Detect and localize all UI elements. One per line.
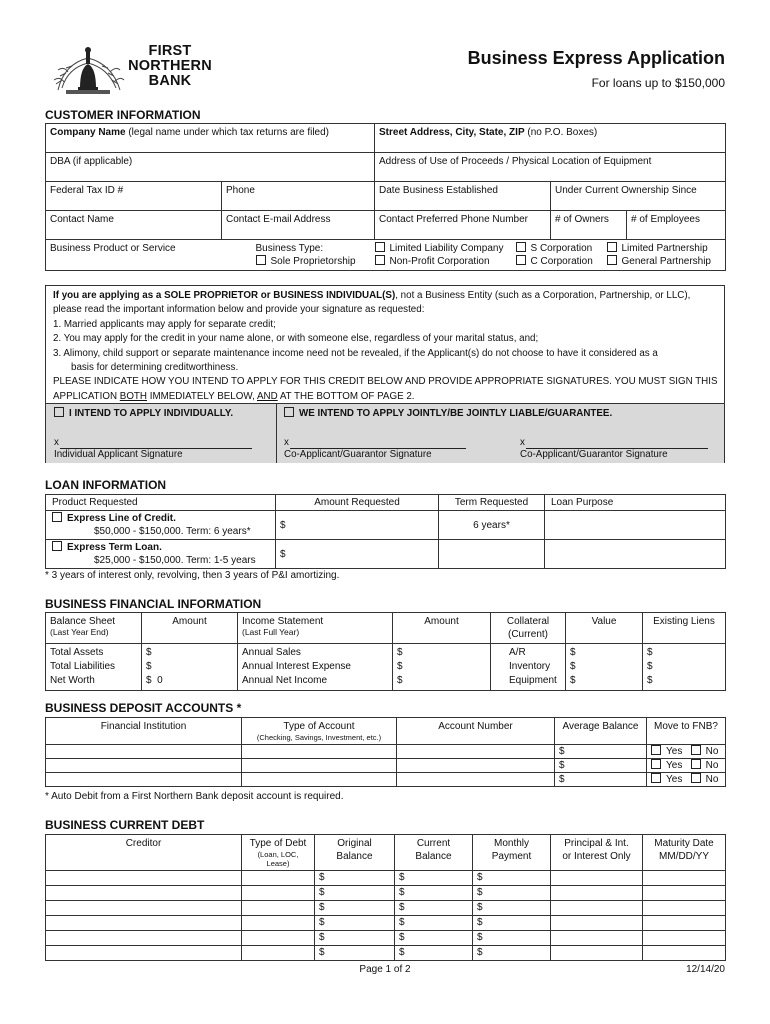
co-applicant-signature-label-2: Co-Applicant/Guarantor Signature <box>520 449 668 460</box>
deposit-footnote: * Auto Debit from a First Northern Bank deposit account is required. <box>45 791 344 802</box>
liens-header: Existing Liens <box>643 613 726 644</box>
deposit-institution-field[interactable] <box>46 745 242 759</box>
table-row <box>46 946 726 961</box>
debt-current-field[interactable]: $ <box>395 886 473 901</box>
debt-maturity-field[interactable] <box>643 901 726 916</box>
deposit-accounts-table <box>45 717 726 787</box>
col-creditor: Creditor <box>46 835 242 871</box>
debt-monthly-field[interactable]: $ <box>473 901 551 916</box>
line-of-credit-option[interactable]: Express Line of Credit. $50,000 - $150,000. Term: 6 years* <box>46 511 276 540</box>
checkbox-icon[interactable] <box>691 745 701 755</box>
phone-field[interactable]: Phone <box>222 182 375 211</box>
checkbox-icon[interactable] <box>516 242 526 252</box>
deposit-balance-field[interactable]: $ <box>555 745 647 759</box>
term-amount-field[interactable]: $ <box>276 540 439 569</box>
deposit-number-field[interactable] <box>397 745 555 759</box>
col-amount-requested: Amount Requested <box>276 495 439 511</box>
company-name-field[interactable]: Company Name (legal name under which tax returns are filed) <box>46 124 375 153</box>
deposit-institution-field[interactable] <box>46 773 242 787</box>
page-subtitle: For loans up to $150,000 <box>591 76 725 90</box>
checkbox-icon[interactable] <box>52 541 62 551</box>
street-address-field[interactable]: Street Address, City, State, ZIP (no P.O. Boxes) <box>375 124 726 153</box>
deposit-type-field[interactable] <box>242 773 397 787</box>
debt-pi-field[interactable] <box>551 871 643 886</box>
tax-id-field[interactable]: Federal Tax ID # <box>46 182 222 211</box>
debt-current-field[interactable]: $ <box>395 871 473 886</box>
type-nonprofit-option[interactable]: Non-Profit Corporation <box>375 255 490 268</box>
value-header: Value <box>566 613 643 644</box>
debt-creditor-field[interactable] <box>46 946 242 961</box>
debt-creditor-field[interactable] <box>46 916 242 931</box>
checkbox-icon[interactable] <box>607 255 617 265</box>
deposit-type-field[interactable] <box>242 745 397 759</box>
collateral-values[interactable]: $ $ $ <box>566 644 643 691</box>
deposit-move-choice[interactable]: Yes No <box>647 759 726 773</box>
bank-logo <box>52 44 222 96</box>
financial-info-table <box>45 612 726 691</box>
col-average-balance: Average Balance <box>555 718 647 745</box>
is-amount-header: Amount <box>393 613 491 644</box>
loc-purpose-field[interactable] <box>545 511 726 540</box>
is-labels: Annual Sales Annual Interest Expense Annual Net Income <box>238 644 393 691</box>
deposit-balance-field[interactable]: $ <box>555 773 647 787</box>
debt-monthly-field[interactable]: $ <box>473 871 551 886</box>
sig-x-mark: x <box>284 437 289 448</box>
col-current-balance: Current Balance <box>395 835 473 871</box>
debt-original-field[interactable]: $ <box>315 901 395 916</box>
loc-term-value: 6 years* <box>439 511 545 540</box>
debt-current-field[interactable]: $ <box>395 916 473 931</box>
address-use-field[interactable]: Address of Use of Proceeds / Physical Location of Equipment <box>375 153 726 182</box>
bs-amounts[interactable]: $ $ $ 0 <box>142 644 238 691</box>
deposit-institution-field[interactable] <box>46 759 242 773</box>
deposit-move-choice[interactable]: Yes No <box>647 745 726 759</box>
contact-email-field[interactable]: Contact E-mail Address <box>222 211 375 240</box>
debt-maturity-field[interactable] <box>643 871 726 886</box>
num-owners-field[interactable]: # of Owners <box>551 211 627 240</box>
debt-type-field[interactable] <box>242 901 315 916</box>
debt-maturity-field[interactable] <box>643 886 726 901</box>
deposit-number-field[interactable] <box>397 759 555 773</box>
page-number: Page 1 of 2 <box>359 964 411 975</box>
customer-info-table <box>45 123 726 271</box>
col-type-of-debt: Type of Debt (Loan, LOC, Lease) <box>242 835 315 871</box>
debt-type-field[interactable] <box>242 946 315 961</box>
col-maturity-date: Maturity Date MM/DD/YY <box>643 835 726 871</box>
checkbox-icon[interactable] <box>651 759 661 769</box>
debt-maturity-field[interactable] <box>643 916 726 931</box>
collateral-labels: A/R Inventory Equipment <box>491 644 566 691</box>
contact-phone-field[interactable]: Contact Preferred Phone Number <box>375 211 551 240</box>
table-row <box>46 901 726 916</box>
debt-pi-field[interactable] <box>551 901 643 916</box>
deposit-number-field[interactable] <box>397 773 555 787</box>
dba-field[interactable]: DBA (if applicable) <box>46 153 375 182</box>
debt-maturity-field[interactable] <box>643 931 726 946</box>
term-purpose-field[interactable] <box>545 540 726 569</box>
checkbox-icon[interactable] <box>256 255 266 265</box>
checkbox-icon[interactable] <box>691 773 701 783</box>
revision-date: 12/14/20 <box>686 964 725 975</box>
debt-type-field[interactable] <box>242 871 315 886</box>
individual-signature-label: Individual Applicant Signature <box>54 449 183 460</box>
debt-current-field[interactable]: $ <box>395 931 473 946</box>
contact-name-field[interactable]: Contact Name <box>46 211 222 240</box>
col-principal-interest: Principal & Int. or Interest Only <box>551 835 643 871</box>
col-financial-institution: Financial Institution <box>46 718 242 745</box>
debt-type-field[interactable] <box>242 916 315 931</box>
checkbox-icon[interactable] <box>375 255 385 265</box>
col-original-balance: Original Balance <box>315 835 395 871</box>
signature-section <box>46 403 724 463</box>
sig-x-mark: x <box>520 437 525 448</box>
debt-original-field[interactable]: $ <box>315 871 395 886</box>
page-title: Business Express Application <box>467 48 725 68</box>
debt-creditor-field[interactable] <box>46 886 242 901</box>
deposit-balance-field[interactable]: $ <box>555 759 647 773</box>
loan-info-table <box>45 494 726 569</box>
debt-creditor-field[interactable] <box>46 931 242 946</box>
debt-type-field[interactable] <box>242 886 315 901</box>
checkbox-icon[interactable] <box>375 242 385 252</box>
deposit-move-choice[interactable]: Yes No <box>647 773 726 787</box>
income-statement-header: Income Statement (Last Full Year) <box>238 613 393 644</box>
bank-name: FIRST NORTHERN BANK <box>128 43 212 89</box>
customer-section-title: CUSTOMER INFORMATION <box>45 108 201 122</box>
debt-maturity-field[interactable] <box>643 946 726 961</box>
debt-current-field[interactable]: $ <box>395 901 473 916</box>
debt-monthly-field[interactable]: $ <box>473 931 551 946</box>
type-llc-option[interactable]: Limited Liability Company <box>375 242 504 255</box>
col-account-type: Type of Account (Checking, Savings, Investment, etc.) <box>242 718 397 745</box>
debt-monthly-field[interactable]: $ <box>473 886 551 901</box>
table-row <box>46 931 726 946</box>
col-loan-purpose: Loan Purpose <box>545 495 726 511</box>
financial-section-title: BUSINESS FINANCIAL INFORMATION <box>45 597 262 611</box>
co-applicant-signature-label-1: Co-Applicant/Guarantor Signature <box>284 449 432 460</box>
apply-jointly-option[interactable]: WE INTEND TO APPLY JOINTLY/BE JOINTLY LIABLE/GUARANTEE. <box>284 407 612 419</box>
checkbox-icon[interactable] <box>284 407 294 417</box>
checkbox-icon[interactable] <box>651 745 661 755</box>
apply-individually-option[interactable]: I INTEND TO APPLY INDIVIDUALLY. <box>54 407 233 419</box>
date-established-field[interactable]: Date Business Established <box>375 182 551 211</box>
table-row <box>46 916 726 931</box>
checkbox-icon[interactable] <box>607 242 617 252</box>
debt-section-title: BUSINESS CURRENT DEBT <box>45 818 205 832</box>
checkbox-icon[interactable] <box>516 255 526 265</box>
sole-proprietor-notice: If you are applying as a SOLE PROPRIETOR or BUSINESS INDIVIDUAL(S), not a Business Entity (such as a Corporation, Partnership, or LLC), please read the important information below and provide your signature as requested: 1. Married applicants may apply for separate credit; 2. You may apply for the credit in your name alone, or with someone else, regardless of your marital status, and; 3. Alimony, child support or separate maintenance income need not be revealed, if the Applicant(s) do not choose to have it considered as a basis for determining creditworthiness. PLEASE INDICATE HOW YOU INTEND TO APPLY FOR THIS CREDIT BELOW AND PROVIDE APPROPRIATE SIGNATURES. YOU MUST SIGN THIS APPLICATION BOTH IMMEDIATELY BELOW, AND AT THE BOTTOM OF PAGE 2. I INTEND TO APPLY INDIVIDUALLY. WE INTEND TO APPLY JOINTLY/BE JOINTLY LIABLE/GUARANTEE. x Individual Applicant Signature x Co-Applicant/Guarantor Signature x Co-Applicant/Guarantor Signature <box>45 285 725 463</box>
sig-x-mark: x <box>54 437 59 448</box>
debt-type-field[interactable] <box>242 931 315 946</box>
debt-pi-field[interactable] <box>551 931 643 946</box>
debt-pi-field[interactable] <box>551 946 643 961</box>
existing-liens-values[interactable]: $ $ $ <box>643 644 726 691</box>
wheat-bell-emblem-icon <box>52 44 126 96</box>
type-gp-option[interactable]: General Partnership <box>607 255 712 268</box>
num-employees-field[interactable]: # of Employees <box>627 211 726 240</box>
bs-amount-header: Amount <box>142 613 238 644</box>
debt-monthly-field[interactable]: $ <box>473 916 551 931</box>
deposit-type-field[interactable] <box>242 759 397 773</box>
business-type-label: Business Type: <box>255 243 324 254</box>
current-debt-table <box>45 834 726 961</box>
col-term-requested: Term Requested <box>439 495 545 511</box>
col-product-requested: Product Requested <box>46 495 276 511</box>
product-service-field[interactable]: Business Product or Service <box>46 240 222 271</box>
debt-original-field[interactable]: $ <box>315 946 395 961</box>
checkbox-icon[interactable] <box>691 759 701 769</box>
business-type-group <box>222 240 726 271</box>
col-account-number: Account Number <box>397 718 555 745</box>
debt-original-field[interactable]: $ <box>315 886 395 901</box>
col-monthly-payment: Monthly Payment <box>473 835 551 871</box>
net-worth-value: 0 <box>157 675 163 686</box>
bs-labels: Total Assets Total Liabilities Net Worth <box>46 644 142 691</box>
collateral-header: Collateral (Current) <box>491 613 566 644</box>
type-sole-option[interactable]: Sole Proprietorship <box>256 255 356 268</box>
type-ccorp-option[interactable]: C Corporation <box>516 255 593 268</box>
debt-creditor-field[interactable] <box>46 871 242 886</box>
deposit-section-title: BUSINESS DEPOSIT ACCOUNTS * <box>45 701 242 715</box>
debt-original-field[interactable]: $ <box>315 931 395 946</box>
checkbox-icon[interactable] <box>651 773 661 783</box>
debt-monthly-field[interactable]: $ <box>473 946 551 961</box>
checkbox-icon[interactable] <box>52 512 62 522</box>
ownership-since-field[interactable]: Under Current Ownership Since <box>551 182 726 211</box>
debt-pi-field[interactable] <box>551 886 643 901</box>
type-scorp-option[interactable]: S Corporation <box>516 242 593 255</box>
term-loan-option[interactable]: Express Term Loan. $25,000 - $150,000. Term: 1-5 years <box>46 540 276 569</box>
term-term-field[interactable] <box>439 540 545 569</box>
table-row <box>46 886 726 901</box>
debt-pi-field[interactable] <box>551 916 643 931</box>
checkbox-icon[interactable] <box>54 407 64 417</box>
is-amounts[interactable]: $ $ $ <box>393 644 491 691</box>
balance-sheet-header: Balance Sheet (Last Year End) <box>46 613 142 644</box>
loan-section-title: LOAN INFORMATION <box>45 478 167 492</box>
loan-footnote: * 3 years of interest only, revolving, then 3 years of P&I amortizing. <box>45 570 340 581</box>
table-row <box>46 871 726 886</box>
col-move-to-fnb: Move to FNB? <box>647 718 726 745</box>
debt-creditor-field[interactable] <box>46 901 242 916</box>
type-lp-option[interactable]: Limited Partnership <box>607 242 708 255</box>
loc-amount-field[interactable]: $ <box>276 511 439 540</box>
debt-original-field[interactable]: $ <box>315 916 395 931</box>
debt-current-field[interactable]: $ <box>395 946 473 961</box>
